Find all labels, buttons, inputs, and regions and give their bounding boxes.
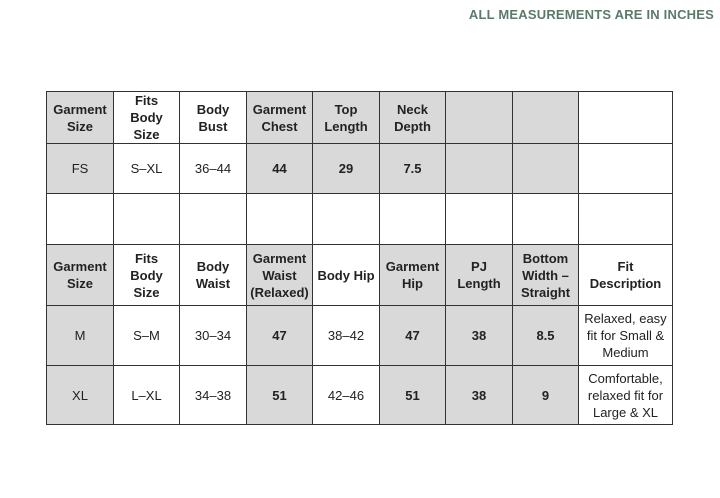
header-cell <box>579 92 673 144</box>
header-cell <box>446 92 513 144</box>
table-cell: Relaxed, easy fit for Small & Medium <box>579 306 673 366</box>
top-header-row <box>47 92 673 144</box>
table-row <box>47 306 673 366</box>
empty-cell <box>380 194 446 245</box>
table-cell: 44 <box>247 144 313 194</box>
empty-cell <box>114 194 180 245</box>
header-cell: Body Hip <box>313 245 380 306</box>
table-cell <box>513 144 579 194</box>
table-cell: 51 <box>380 366 446 425</box>
empty-cell <box>313 194 380 245</box>
empty-cell <box>180 194 247 245</box>
table-cell: S–XL <box>114 144 180 194</box>
table-cell: 30–34 <box>180 306 247 366</box>
table-cell: 8.5 <box>513 306 579 366</box>
table-cell: 51 <box>247 366 313 425</box>
size-chart-table <box>46 91 673 425</box>
header-cell: Garment Waist (Relaxed) <box>247 245 313 306</box>
table-cell: L–XL <box>114 366 180 425</box>
table-cell <box>579 144 673 194</box>
table-row <box>47 366 673 425</box>
header-cell: Neck Depth <box>380 92 446 144</box>
table-cell: 47 <box>380 306 446 366</box>
table-cell: Comfortable, relaxed fit for Large & XL <box>579 366 673 425</box>
table-row <box>47 144 673 194</box>
table-cell: XL <box>47 366 114 425</box>
empty-cell <box>47 194 114 245</box>
header-cell: Garment Size <box>47 245 114 306</box>
empty-cell <box>513 194 579 245</box>
header-cell: Garment Size <box>47 92 114 144</box>
table-cell: 36–44 <box>180 144 247 194</box>
spacer-row <box>47 194 673 245</box>
header-cell: PJ Length <box>446 245 513 306</box>
table-cell: 38 <box>446 306 513 366</box>
table-cell: S–M <box>114 306 180 366</box>
table-cell: 7.5 <box>380 144 446 194</box>
empty-cell <box>247 194 313 245</box>
table-cell: 34–38 <box>180 366 247 425</box>
header-cell: Fits Body Size <box>114 92 180 144</box>
table-cell: FS <box>47 144 114 194</box>
empty-cell <box>446 194 513 245</box>
empty-cell <box>579 194 673 245</box>
units-note: ALL MEASUREMENTS ARE IN INCHES <box>468 7 714 22</box>
header-cell: Fits Body Size <box>114 245 180 306</box>
table-cell: 47 <box>247 306 313 366</box>
table-cell: M <box>47 306 114 366</box>
table-cell: 9 <box>513 366 579 425</box>
header-cell: Top Length <box>313 92 380 144</box>
header-cell: Fit Description <box>579 245 673 306</box>
bottom-header-row <box>47 245 673 306</box>
header-cell: Body Waist <box>180 245 247 306</box>
header-cell: Bottom Width – Straight <box>513 245 579 306</box>
table-cell: 29 <box>313 144 380 194</box>
header-cell <box>513 92 579 144</box>
table-cell: 42–46 <box>313 366 380 425</box>
header-cell: Garment Chest <box>247 92 313 144</box>
header-cell: Garment Hip <box>380 245 446 306</box>
table-cell: 38–42 <box>313 306 380 366</box>
table-cell <box>446 144 513 194</box>
header-cell: Body Bust <box>180 92 247 144</box>
table-cell: 38 <box>446 366 513 425</box>
